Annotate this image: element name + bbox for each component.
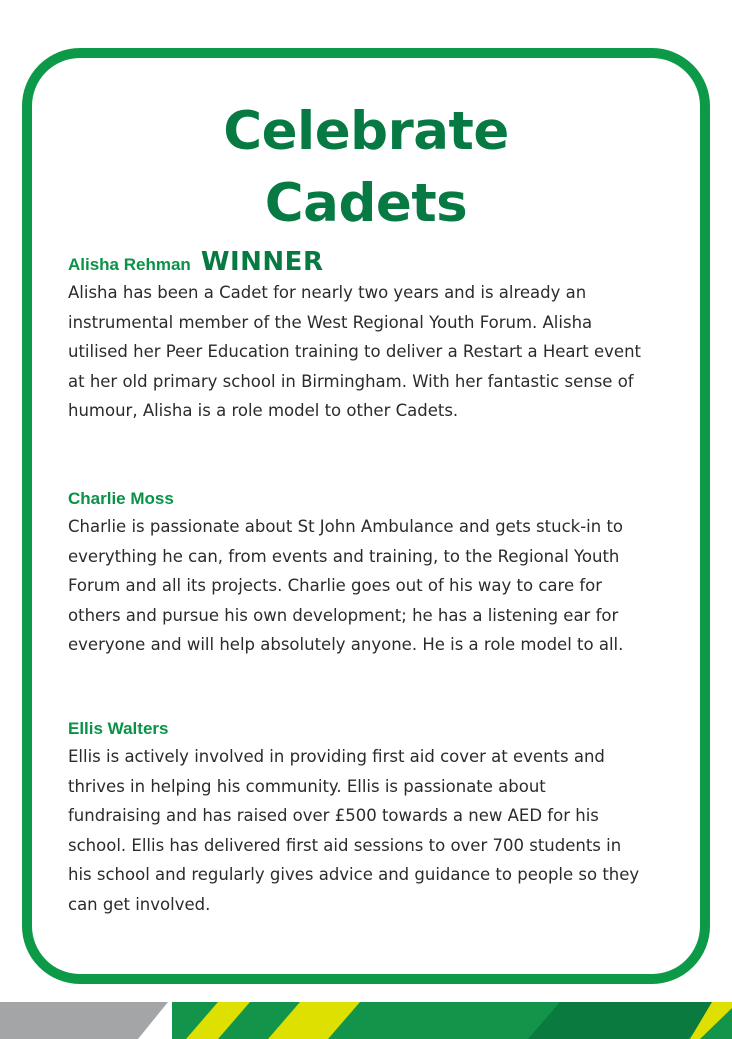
page-title [0,96,732,240]
description-line: Ellis is actively involved in providing first aid cover at events and [68,747,605,766]
title-line-2: Cadets [264,173,468,234]
description-line: everyone and will help absolutely anyone. He is a role model to all. [68,635,624,655]
winner-badge: WINNER [200,247,324,277]
description-line: Alisha has been a Cadet for nearly two years and is already an [68,283,587,302]
description-line: humour, Alisha is a role model to other Cadets. [68,401,459,421]
footer-dark-green-block [528,1002,720,1039]
cadet-name: Charlie Moss [68,489,174,508]
cadet-description [68,512,678,660]
cadet-description [68,278,678,426]
description-line: Charlie is passionate about St John Ambulance and gets stuck-in to [68,517,624,536]
description-line: thrives in helping his community. Ellis is passionate about [68,776,546,796]
footer-grey-stripe [0,1002,168,1039]
cadet-name-row [68,712,678,740]
description-line: school. Ellis has delivered first aid sessions to over 700 students in [68,835,622,855]
cadet-description [68,742,678,920]
description-line: utilised her Peer Education training to deliver a Restart a Heart event [68,342,642,362]
description-line: his school and regularly gives advice and guidance to people so they [68,865,640,885]
description-line: everything he can, from events and training, to the Regional Youth [68,546,620,566]
title-line-1: Celebrate [223,101,509,162]
description-line: can get involved. [68,894,211,914]
cadet-name-row [68,482,678,510]
cadet-name-row [68,248,678,276]
description-line: others and pursue his own development; he has a listening ear for [68,605,619,625]
cadet-entry-ellis [68,712,678,920]
description-line: fundraising and has raised over £500 towards a new AED for his [68,806,599,826]
cadet-entry-alisha [68,248,678,426]
description-line: at her old primary school in Birmingham. With her fantastic sense of [68,371,634,391]
cadet-name: Ellis Walters [68,719,169,738]
description-line: instrumental member of the West Regional Youth Forum. Alisha [68,312,593,332]
description-line: Forum and all its projects. Charlie goes out of his way to care for [68,576,603,596]
cadet-name: Alisha Rehman [68,255,191,274]
cadet-entry-charlie [68,482,678,660]
footer-stripe-band [0,1002,732,1039]
